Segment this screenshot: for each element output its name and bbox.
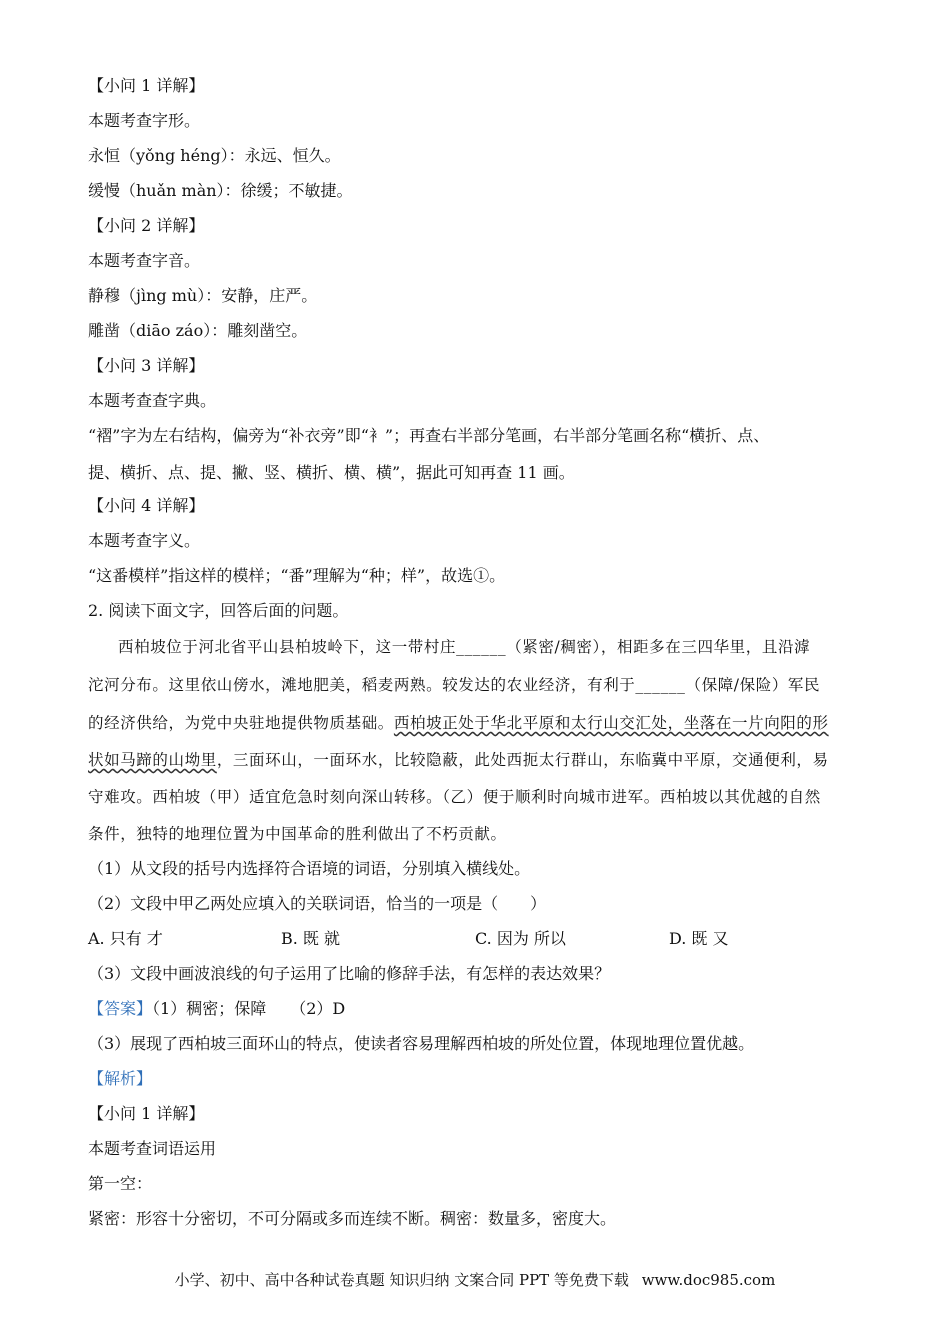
q3-intro: 本题考查查字典。 <box>88 391 217 410</box>
answer-text: （1）稠密；保障 （2）D <box>152 999 346 1018</box>
q4-line1: “这番模样”指这样的模样；“番”理解为“种；样”，故选①。 <box>88 566 506 585</box>
answer-line-2: （3）展现了西柏坡三面环山的特点，使读者容易理解西柏坡的所处位置，体现地理位置优越。 <box>88 1034 755 1053</box>
wavy-sentence: 状如马蹄的山坳里 <box>88 751 217 769</box>
passage-line-2: 沱河分布。这里依山傍水，滩地肥美，稻麦两熟。较发达的农业经济，有利于______（保障/保险）军民 <box>88 676 821 694</box>
q3-line2: 提、横折、点、提、撇、竖、横折、横、横”，据此可知再查 11 画。 <box>88 463 575 482</box>
option-b: B. 既 就 <box>281 929 341 948</box>
footer-site: www.doc985.com <box>641 1271 776 1289</box>
passage-line-4 <box>88 750 829 770</box>
analysis-title: 【小问 1 详解】 <box>88 1104 205 1123</box>
answer-label: 【答案】 <box>88 999 153 1018</box>
q2-title: 【小问 2 详解】 <box>88 216 205 235</box>
sub-question-1: （1）从文段的括号内选择符合语境的词语，分别填入横线处。 <box>88 859 531 878</box>
q1-intro: 本题考查字形。 <box>88 111 201 130</box>
q1-line1: 永恒（yǒng héng）：永远、恒久。 <box>88 146 341 165</box>
sub-question-3: （3）文段中画波浪线的句子运用了比喻的修辞手法，有怎样的表达效果？ <box>88 964 611 983</box>
sub-question-2: （2）文段中甲乙两处应填入的关联词语，恰当的一项是（ ） <box>88 894 547 913</box>
passage-line-5: 守难攻。西柏坡（甲）适宜危急时刻向深山转移。（乙）便于顺利时向城市进军。西柏坡以其优越的自然 <box>88 788 821 806</box>
q3-line1: “褶”字为左右结构，偏旁为“补衣旁”即“衤”；再查右半部分笔画，右半部分笔画名称“横折、点、 <box>88 426 770 445</box>
q1-title: 【小问 1 详解】 <box>88 76 205 95</box>
footer-text: 小学、初中、高中各种试卷真题 知识归纳 文案合同 PPT 等免费下载 <box>174 1271 629 1289</box>
question-stem: 2. 阅读下面文字，回答后面的问题。 <box>88 601 349 620</box>
passage-line-3 <box>88 713 829 733</box>
answer-line-1 <box>88 999 345 1019</box>
passage-text: ，三面环山，一面环水，比较隐蔽，此处西扼太行群山，东临冀中平原，交通便利，易 <box>216 751 829 769</box>
q2-line2: 雕凿（diāo záo）：雕刻凿空。 <box>88 321 308 340</box>
q4-title: 【小问 4 详解】 <box>88 496 205 515</box>
q4-intro: 本题考查字义。 <box>88 531 201 550</box>
passage-line-6: 条件，独特的地理位置为中国革命的胜利做出了不朽贡献。 <box>88 825 507 843</box>
passage-line-1: 西柏坡位于河北省平山县柏坡岭下，这一带村庄______（紧密/稠密），相距多在三四华里，且沿滹 <box>118 638 811 656</box>
q2-intro: 本题考查字音。 <box>88 251 201 270</box>
q1-line2: 缓慢（huǎn màn）：徐缓；不敏捷。 <box>88 181 353 200</box>
q2-line1: 静穆（jìng mù）：安静，庄严。 <box>88 286 318 305</box>
option-a: A. 只有 才 <box>88 929 163 948</box>
page-footer <box>0 1270 950 1290</box>
passage-text: 的经济供给，为党中央驻地提供物质基础。 <box>88 714 394 732</box>
analysis-intro: 本题考查词语运用 <box>88 1139 217 1158</box>
option-d: D. 既 又 <box>669 929 729 948</box>
wavy-sentence: 西柏坡正处于华北平原和太行山交汇处，坐落在一片向阳的形 <box>393 714 829 732</box>
analysis-label: 【解析】 <box>88 1069 153 1088</box>
analysis-definition: 紧密：形容十分密切，不可分隔或多而连续不断。稠密：数量多，密度大。 <box>88 1209 617 1228</box>
analysis-blank-label: 第一空： <box>88 1174 153 1193</box>
option-c: C. 因为 所以 <box>475 929 566 948</box>
q3-title: 【小问 3 详解】 <box>88 356 205 375</box>
